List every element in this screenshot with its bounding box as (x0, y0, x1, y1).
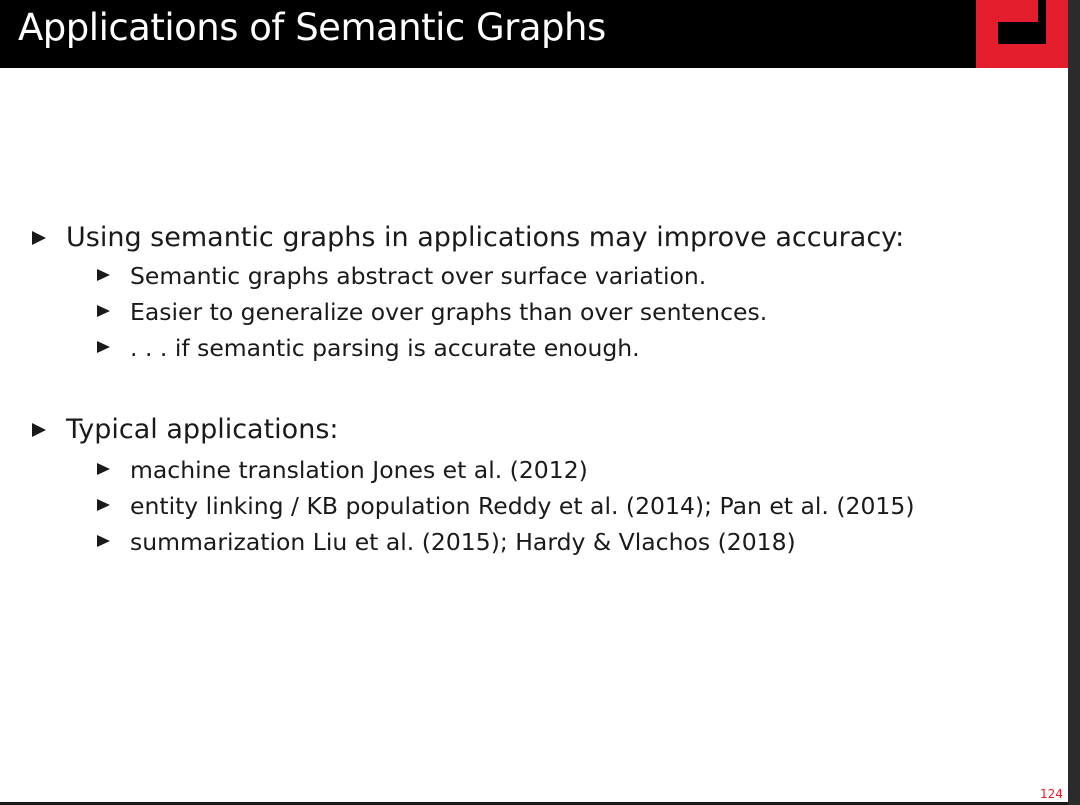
title-bar (0, 0, 1068, 68)
bullet-item-accuracy (28, 218, 1048, 366)
slide-title: Applications of Semantic Graphs (18, 6, 606, 49)
university-logo (976, 0, 1068, 68)
logo-slot-shape (998, 22, 1038, 44)
sub-bullet-item (28, 524, 1048, 560)
bullet-item-applications (28, 410, 1048, 560)
bullet-text: Typical applications: (66, 414, 339, 445)
window-edge (1068, 0, 1080, 805)
slide-content (28, 218, 1048, 560)
sub-bullet-item (28, 488, 1048, 524)
triangle-right-icon (97, 341, 110, 353)
triangle-right-icon (97, 499, 110, 511)
sub-bullet-text: machine translation Jones et al. (2012) (130, 456, 588, 484)
triangle-right-icon (97, 305, 110, 317)
sub-bullet-list (28, 452, 1048, 560)
sub-bullet-text: Semantic graphs abstract over surface variation. (130, 262, 707, 290)
triangle-right-icon (97, 269, 110, 281)
triangle-right-icon (32, 423, 46, 437)
sub-bullet-item (28, 452, 1048, 488)
triangle-right-icon (32, 231, 46, 245)
sub-bullet-text: entity linking / KB population Reddy et al. (2014); Pan et al. (2015) (130, 492, 915, 520)
logo-notch-shape (1038, 0, 1046, 44)
sub-bullet-item (28, 258, 1048, 294)
triangle-right-icon (97, 535, 110, 547)
sub-bullet-item (28, 294, 1048, 330)
sub-bullet-text: Easier to generalize over graphs than over sentences. (130, 298, 768, 326)
sub-bullet-text: summarization Liu et al. (2015); Hardy & Vlachos (2018) (130, 528, 796, 556)
bullet-text: Using semantic graphs in applications may improve accuracy: (66, 222, 905, 253)
sub-bullet-item (28, 330, 1048, 366)
triangle-right-icon (97, 463, 110, 475)
bullet-list (28, 218, 1048, 560)
sub-bullet-text: . . . if semantic parsing is accurate enough. (130, 334, 640, 362)
sub-bullet-list (28, 258, 1048, 366)
page-number: 124 (1040, 787, 1063, 801)
